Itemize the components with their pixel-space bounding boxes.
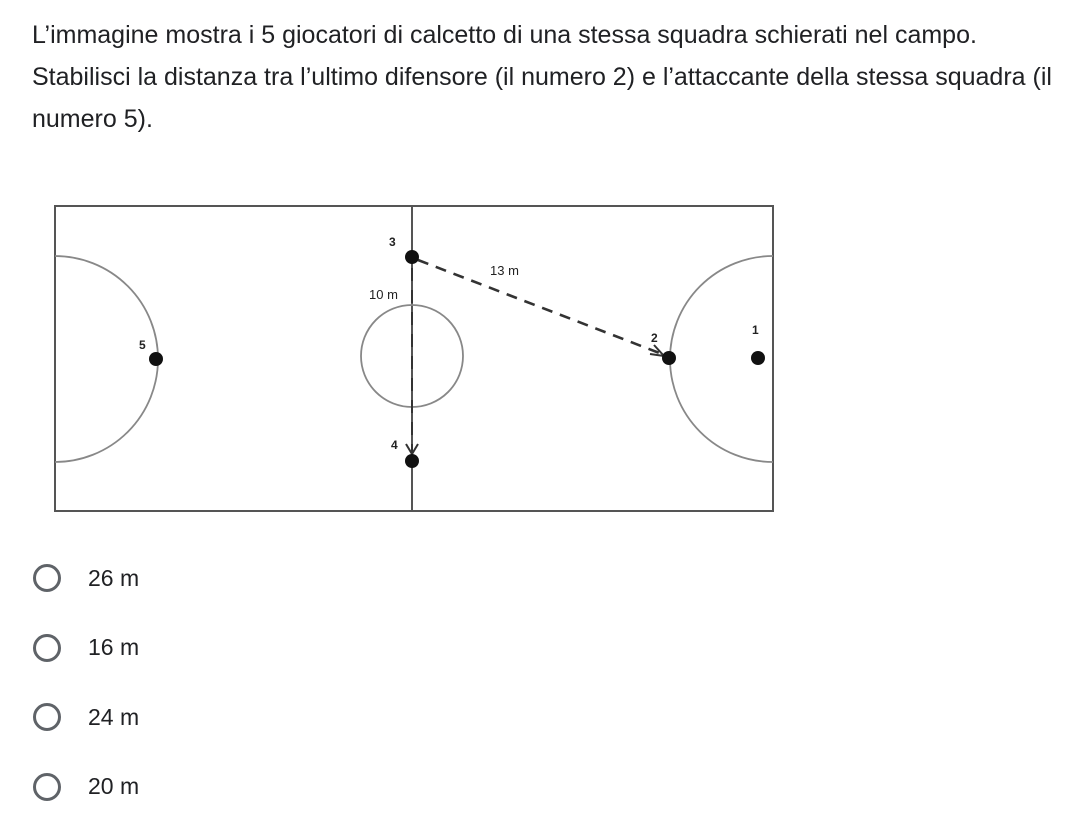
player-1-dot xyxy=(751,351,765,365)
player-3-label: 3 xyxy=(389,235,396,249)
player-2-label: 2 xyxy=(651,331,658,345)
question-text: L’immagine mostra i 5 giocatori di calcetto di una stessa squadra schierati nel campo. Stabilisci la distanza tra l’ultimo difensore (il numero 2) e l’attaccante della stessa squadra (il numero 5). xyxy=(32,21,1052,133)
option-label: 24 m xyxy=(88,703,140,730)
option-16m[interactable] xyxy=(32,626,632,670)
player-4-label: 4 xyxy=(391,438,398,452)
player-2-dot xyxy=(662,351,676,365)
field-diagram xyxy=(50,198,780,518)
option-label: 20 m xyxy=(88,773,140,799)
option-label: 16 m xyxy=(88,634,140,660)
player-3-dot xyxy=(405,250,419,264)
diagonal-distance-label: 13 m xyxy=(490,263,519,278)
field-diagram-svg xyxy=(50,198,780,518)
player-5-label: 5 xyxy=(139,338,146,352)
vertical-distance-label: 10 m xyxy=(369,287,398,302)
option-20m[interactable] xyxy=(32,765,632,809)
option-24m[interactable] xyxy=(32,695,632,739)
diagonal-distance-line xyxy=(418,260,662,354)
radio-button[interactable] xyxy=(33,773,61,801)
radio-button[interactable] xyxy=(33,634,61,662)
player-4-dot xyxy=(405,454,419,468)
option-26m[interactable] xyxy=(32,556,632,600)
player-5-dot xyxy=(149,352,163,366)
radio-button[interactable] xyxy=(33,564,61,592)
left-penalty-area xyxy=(55,256,158,462)
answer-options xyxy=(32,556,632,834)
option-label: 26 m xyxy=(88,564,140,591)
player-1-label: 1 xyxy=(752,323,759,337)
radio-button[interactable] xyxy=(33,703,61,731)
